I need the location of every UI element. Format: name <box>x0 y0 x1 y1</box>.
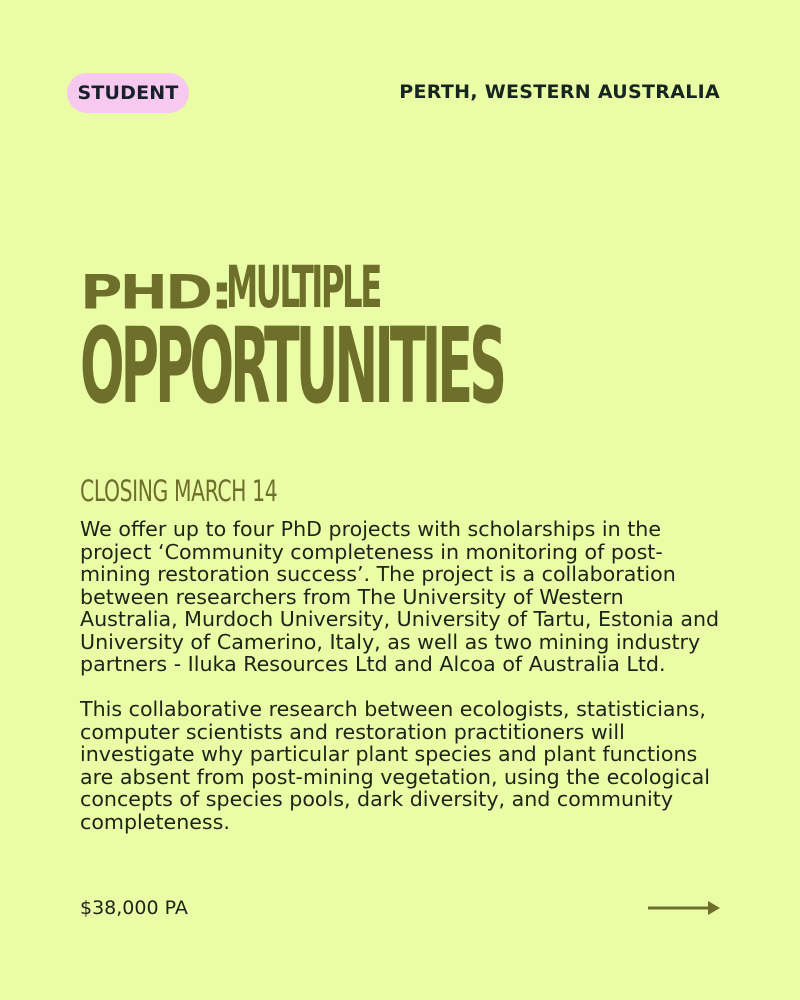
title-prefix: PHD: <box>80 264 231 321</box>
arrow-right-icon[interactable] <box>648 898 722 918</box>
title-word-multiple: MULTIPLE <box>226 253 381 321</box>
location-label: PERTH, WESTERN AUSTRALIA <box>399 81 720 103</box>
category-badge: STUDENT <box>67 73 189 113</box>
title-line-2: OPPORTUNITIES <box>80 305 504 427</box>
description <box>80 518 740 856</box>
closing-date: CLOSING MARCH 14 <box>80 474 278 508</box>
salary-label: $38,000 PA <box>80 897 188 919</box>
page-title <box>80 250 504 427</box>
description-paragraph-1: We offer up to four PhD projects with scholarships in the project ‘Community completeness in monitoring of post- mining restoration success’. The project is a collaboration between researchers from The University of Western Australia, Murdoch University, University of Tartu, Estonia and University of Camerino, Italy, as well as two mining industry partners - Iluka Resources Ltd and Alcoa of Australia Ltd. <box>80 517 720 676</box>
description-paragraph-2: This collaborative research between ecologists, statisticians, computer scientists and restoration practitioners will investigate why particular plant species and plant functions are absent from post-mining vegetation, using the ecological concepts of species pools, dark diversity, and community completeness. <box>80 697 710 834</box>
